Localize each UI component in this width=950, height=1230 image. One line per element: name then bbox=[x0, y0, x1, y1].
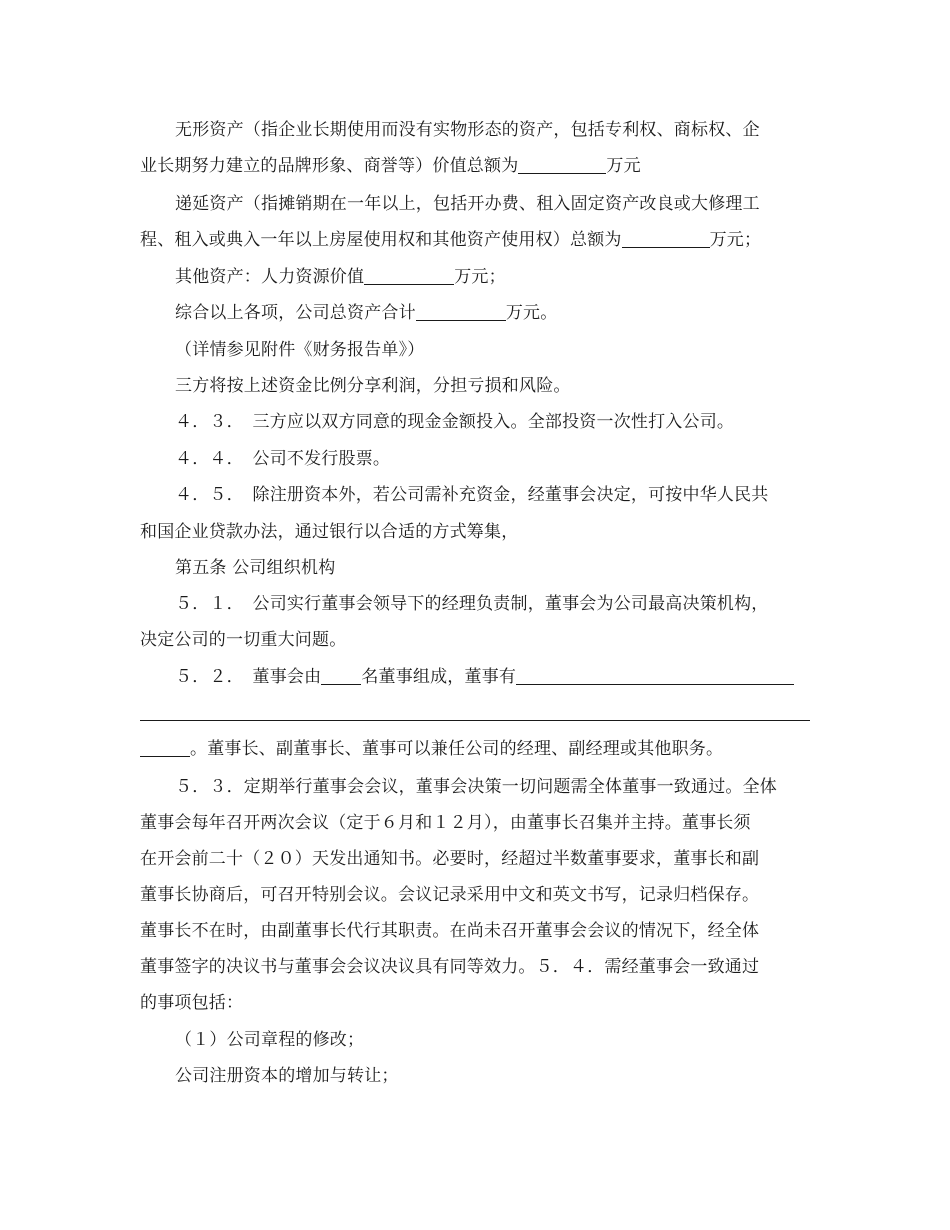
intangible-assets-text: 业长期努力建立的品牌形象、商誉等）价值总额为 bbox=[140, 156, 519, 176]
intangible-assets-line-1: 无形资产（指企业长期使用而没有实物形态的资产，包括专利权、商标权、企 bbox=[175, 120, 760, 140]
clause-5-2-line-3 bbox=[140, 737, 810, 761]
directors-blank-end bbox=[140, 738, 190, 757]
clause-5-3-line-3: 在开会前二十（２０）天发出通知书。必要时，经超过半数董事要求，董事长和副 bbox=[140, 849, 760, 869]
directors-blank bbox=[516, 666, 794, 685]
clause-5-3-line-1: ５．３．定期举行董事会会议，董事会决策一切问题需全体董事一致通过。全体 bbox=[175, 777, 777, 797]
directors-blank-line bbox=[140, 720, 810, 721]
profit-sharing-line: 三方将按上述资金比例分享利润，分担亏损和风险。 bbox=[175, 376, 571, 396]
clause-4-5-line-1: ４．５． 除注册资本外，若公司需补充资金，经董事会决定，可按中华人民共 bbox=[175, 485, 769, 505]
deferred-assets-blank bbox=[622, 229, 710, 248]
total-assets-blank bbox=[416, 302, 506, 321]
intangible-assets-line-2 bbox=[140, 154, 810, 178]
other-assets-unit: 万元； bbox=[454, 267, 506, 287]
item-1-amend-articles: （１）公司章程的修改； bbox=[175, 1030, 365, 1050]
item-registered-capital: 公司注册资本的增加与转让； bbox=[175, 1066, 399, 1086]
board-size-text: ５．２． 董事会由 bbox=[175, 667, 322, 687]
clause-5-3-line-6: 董事签字的决议书与董事会会议决议具有同等效力。５．４．需经董事会一致通过 bbox=[140, 957, 760, 977]
total-assets-text: 综合以上各项，公司总资产合计 bbox=[175, 303, 416, 323]
other-assets-blank bbox=[364, 266, 454, 285]
clause-4-4: ４．４． 公司不发行股票。 bbox=[175, 449, 391, 469]
deferred-assets-line-1: 递延资产（指摊销期在一年以上，包括开办费、租入固定资产改良或大修理工 bbox=[175, 194, 760, 214]
financial-report-note: （详情参见附件《财务报告单》） bbox=[175, 340, 425, 360]
deferred-assets-line-2 bbox=[140, 228, 810, 252]
deferred-assets-text: 程、租入或典入一年以上房屋使用权和其他资产使用权）总额为 bbox=[140, 230, 622, 250]
board-size-blank bbox=[321, 666, 361, 685]
concurrent-posts-text: 。董事长、副董事长、董事可以兼任公司的经理、副经理或其他职务。 bbox=[190, 739, 724, 759]
clause-4-3: ４．３． 三方应以双方同意的现金金额投入。全部投资一次性打入公司。 bbox=[175, 412, 735, 432]
total-assets-line bbox=[175, 301, 810, 325]
clause-4-5-line-2: 和国企业贷款办法，通过银行以合适的方式筹集， bbox=[140, 522, 519, 542]
clause-5-1-line-1: ５．１． 公司实行董事会领导下的经理负责制，董事会为公司最高决策机构， bbox=[175, 594, 769, 614]
clause-5-3-line-2: 董事会每年召开两次会议（定于６月和１２月），由董事长召集并主持。董事长须 bbox=[140, 813, 751, 833]
clause-5-3-line-4: 董事长协商后，可召开特别会议。会议记录采用中文和英文书写，记录归档保存。 bbox=[140, 885, 760, 905]
deferred-assets-unit: 万元； bbox=[709, 230, 762, 250]
intangible-assets-unit: 万元 bbox=[606, 156, 641, 176]
clause-5-3-line-7: 的事项包括： bbox=[140, 993, 244, 1013]
clause-5-1-line-2: 决定公司的一切重大问题。 bbox=[140, 630, 347, 650]
other-assets-line bbox=[175, 265, 810, 289]
clause-5-3-line-5: 董事长不在时，由副董事长代行其职责。在尚未召开董事会会议的情况下，经全体 bbox=[140, 921, 760, 941]
total-assets-unit: 万元。 bbox=[505, 303, 558, 323]
other-assets-text: 其他资产：人力资源价值 bbox=[175, 267, 365, 287]
clause-5-2-line-1 bbox=[175, 665, 810, 689]
article-5-heading: 第五条 公司组织机构 bbox=[175, 558, 336, 578]
intangible-assets-blank bbox=[518, 155, 606, 174]
directors-text: 名董事组成，董事有 bbox=[361, 667, 517, 687]
